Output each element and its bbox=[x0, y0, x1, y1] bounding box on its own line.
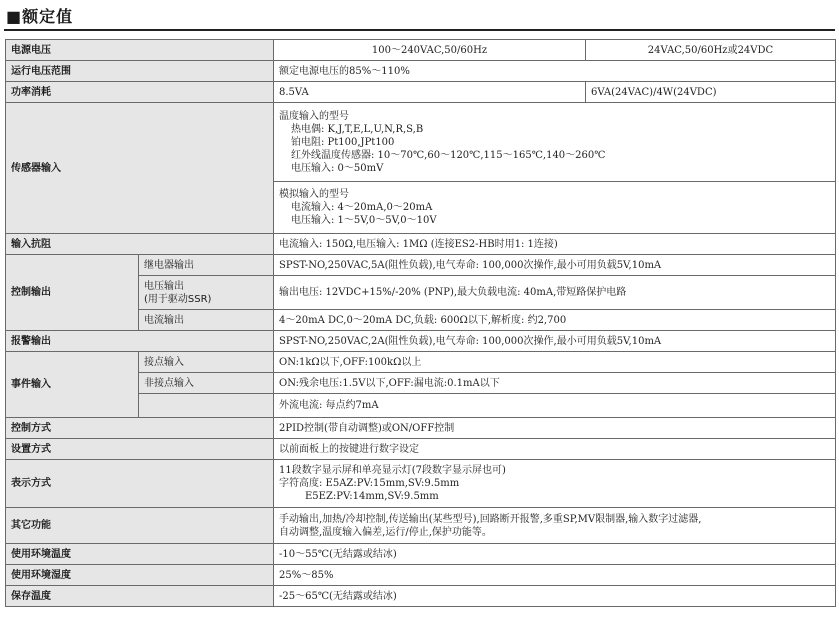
sub-label: 继电器输出 bbox=[139, 255, 274, 276]
row-control-output-relay bbox=[6, 255, 836, 276]
sensor-voltage: 电压输入: 0～50mV bbox=[291, 162, 384, 174]
sensor-analog-heading: 模拟输入的型号 bbox=[279, 189, 349, 200]
sensor-rtd: 铂电阻: Pt100,JPt100 bbox=[291, 136, 395, 148]
row-label: 使用环境温度 bbox=[6, 544, 274, 565]
row-label: 电源电压 bbox=[6, 40, 274, 61]
row-value-alt: 6VA(24VAC)/4W(24VDC) bbox=[586, 82, 836, 103]
row-value: 8.5VA bbox=[274, 82, 586, 103]
row-label: 控制输出 bbox=[6, 255, 139, 331]
row-value: ON:残余电压:1.5V以下,OFF:漏电流:0.1mA以下 bbox=[274, 373, 836, 394]
row-label: 表示方式 bbox=[6, 460, 274, 508]
row-setting-method bbox=[6, 439, 836, 460]
row-value: 以前面板上的按键进行数字设定 bbox=[274, 439, 836, 460]
row-value: 外流电流: 每点约7mA bbox=[274, 394, 836, 418]
sensor-analog-block bbox=[274, 182, 836, 234]
row-value: 100～240VAC,50/60Hz bbox=[274, 40, 586, 61]
title-underline bbox=[4, 29, 835, 31]
row-value: SPST-NO,250VAC,5A(阻性负载),电气寿命: 100,000次操作,最小可用负载5V,10mA bbox=[274, 255, 836, 276]
sensor-infrared: 红外线温度传感器: 10～70℃,60～120℃,115～165℃,140～260℃ bbox=[291, 149, 606, 161]
row-value: -25～65℃(无结露或结冰) bbox=[274, 586, 836, 607]
row-value-alt: 24VAC,50/60Hz或24VDC bbox=[586, 40, 836, 61]
display-line2: 字符高度: E5AZ:PV:15mm,SV:9.5mm bbox=[279, 478, 460, 489]
row-display-method bbox=[6, 460, 836, 508]
sub-label: 接点输入 bbox=[139, 352, 274, 373]
other-line2: 自动调整,温度输入偏差,运行/停止,保护功能等。 bbox=[279, 526, 492, 538]
row-label: 报警输出 bbox=[6, 331, 274, 352]
sub-label-empty bbox=[139, 394, 274, 418]
row-storage-temp bbox=[6, 586, 836, 607]
row-other-functions bbox=[6, 508, 836, 544]
ratings-table bbox=[5, 39, 836, 607]
row-ambient-temp bbox=[6, 544, 836, 565]
page-title: ■额定值 bbox=[6, 7, 74, 26]
sub-label: 非接点输入 bbox=[139, 373, 274, 394]
row-power-consumption bbox=[6, 82, 836, 103]
sub-label-line2: (用于驱动SSR) bbox=[144, 293, 212, 305]
row-label: 设置方式 bbox=[6, 439, 274, 460]
row-input-impedance bbox=[6, 234, 836, 255]
sensor-current: 电流输入: 4～20mA,0～20mA bbox=[291, 202, 433, 213]
row-value: 4～20mA DC,0～20mA DC,负载: 600Ω以下,解析度: 约2,700 bbox=[274, 310, 836, 331]
row-label: 事件输入 bbox=[6, 352, 139, 418]
row-ambient-humidity bbox=[6, 565, 836, 586]
row-alarm-output bbox=[6, 331, 836, 352]
row-label: 保存温度 bbox=[6, 586, 274, 607]
display-line1: 11段数字显示屏和单亮显示灯(7段数字显示屏也可) bbox=[279, 465, 506, 476]
row-label: 运行电压范围 bbox=[6, 61, 274, 82]
sub-label bbox=[139, 276, 274, 310]
row-event-input-contact bbox=[6, 352, 836, 373]
other-line1: 手动输出,加热/冷却控制,传送输出(某些型号),回路断开报警,多重SP,MV限制器,输入数字过滤器, bbox=[279, 513, 702, 525]
row-power-voltage bbox=[6, 40, 836, 61]
row-value: 25%～85% bbox=[274, 565, 836, 586]
row-value: SPST-NO,250VAC,2A(阻性负载),电气寿命: 100,000次操作,最小可用负载5V,10mA bbox=[274, 331, 836, 352]
sensor-voltage-2: 电压输入: 1～5V,0～5V,0～10V bbox=[291, 215, 437, 226]
row-control-method bbox=[6, 418, 836, 439]
row-value: -10～55℃(无结露或结冰) bbox=[274, 544, 836, 565]
row-value: 电流输入: 150Ω,电压输入: 1MΩ (连接ES2-HB时用1: 1连接) bbox=[274, 234, 836, 255]
sensor-temp-heading: 温度输入的型号 bbox=[279, 110, 349, 122]
row-value bbox=[274, 460, 836, 508]
row-value: 额定电源电压的85%～110% bbox=[274, 61, 836, 82]
sensor-thermocouple: 热电偶: K,J,T,E,L,U,N,R,S,B bbox=[291, 123, 424, 135]
row-value: ON:1kΩ以下,OFF:100kΩ以上 bbox=[274, 352, 836, 373]
display-line3: E5EZ:PV:14mm,SV:9.5mm bbox=[305, 491, 439, 502]
row-operating-voltage bbox=[6, 61, 836, 82]
row-label: 传感器输入 bbox=[6, 103, 274, 234]
row-label: 控制方式 bbox=[6, 418, 274, 439]
row-value: 2PID控制(带自动调整)或ON/OFF控制 bbox=[274, 418, 836, 439]
sensor-temp-block bbox=[274, 103, 836, 182]
sub-label-line1: 电压输出 bbox=[144, 280, 184, 292]
row-label: 其它功能 bbox=[6, 508, 274, 544]
row-value: 输出电压: 12VDC+15%/-20% (PNP),最大负载电流: 40mA,带短路保护电路 bbox=[274, 276, 836, 310]
row-label: 输入抗阻 bbox=[6, 234, 274, 255]
row-value bbox=[274, 508, 836, 544]
sub-label: 电流输出 bbox=[139, 310, 274, 331]
row-label: 功率消耗 bbox=[6, 82, 274, 103]
row-label: 使用环境湿度 bbox=[6, 565, 274, 586]
row-sensor-input-temp bbox=[6, 103, 836, 182]
